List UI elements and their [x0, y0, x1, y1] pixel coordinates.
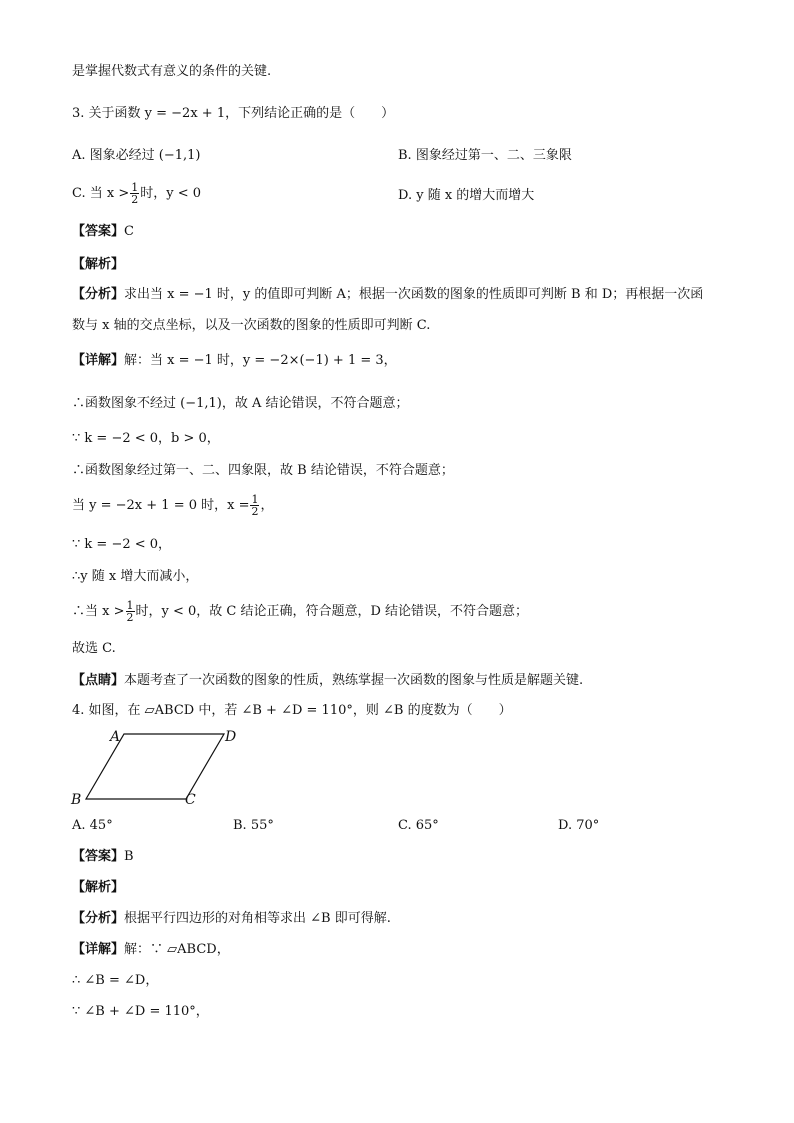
q4-xiangjie-line-2: ∴ ∠B = ∠D，: [72, 973, 159, 988]
q3-option-d: D. y 随 x 的增大而增大: [398, 188, 535, 203]
q3-dianjing: [72, 673, 583, 689]
xiangjie-8-suffix: 时，y < 0，故 C 结论正确，符合题意，D 结论错误，不符合题意；: [135, 604, 529, 619]
q3-xiangjie-line-8: [72, 600, 528, 623]
vertex-label-b: B: [71, 792, 82, 808]
q3-answer: [72, 224, 134, 240]
xiangjie-5-prefix: 当 y = −2x + 1 = 0 时，x =: [72, 498, 250, 513]
analysis-tag: 【解析】: [72, 257, 125, 272]
q3-option-b: B. 图象经过第一、二、三象限: [398, 148, 572, 163]
dianjing-tag: 【点睛】: [72, 673, 125, 688]
xiangjie-5-suffix: ，: [260, 498, 274, 513]
q4-analysis-tag: [72, 880, 124, 896]
q3-xiangjie-line-6: ∵ k = −2 < 0，: [72, 537, 172, 552]
q3-option-c-suffix: 时，y < 0: [140, 186, 202, 201]
fraction-denominator: 2: [251, 505, 259, 518]
q3-xiangjie-line-7: ∴y 随 x 增大而减小，: [72, 569, 199, 584]
parallelogram-figure: [68, 724, 248, 810]
xiangjie-text: 解：∵ ▱ABCD，: [124, 942, 230, 957]
q3-analysis-tag: [72, 257, 124, 273]
answer-tag: 【答案】: [72, 224, 125, 239]
question-4: 4. 如图，在 ▱ABCD 中，若 ∠B + ∠D = 110°，则 ∠B 的度数为（ ）: [72, 703, 512, 718]
question-3: 3. 关于函数 y = −2x + 1，下列结论正确的是（ ）: [72, 106, 395, 121]
text-line: 是掌握代数式有意义的条件的关键.: [72, 64, 272, 79]
q3-xiangjie-line-9: 故选 C.: [72, 641, 116, 656]
xiangjie-tag: 【详解】: [72, 353, 125, 368]
vertex-label-d: D: [225, 729, 237, 745]
q3-xiangjie-line-4: ∴函数图象经过第一、二、四象限，故 B 结论错误，不符合题意；: [72, 463, 454, 478]
xiangjie-tag: 【详解】: [72, 942, 125, 957]
vertex-label-a: A: [110, 729, 121, 745]
q3-option-c: [72, 182, 201, 205]
fraction-denominator: 2: [131, 193, 139, 206]
answer-value: C: [124, 224, 134, 239]
q3-option-c-prefix: C. 当 x >: [72, 186, 130, 201]
q3-xiangjie-line-2: ∴函数图象不经过 (−1,1)，故 A 结论错误，不符合题意；: [72, 396, 409, 411]
q4-option-a: A. 45°: [72, 818, 113, 833]
q3-xiangjie-line-1: [72, 353, 397, 369]
xiangjie-text: 解：当 x = −1 时，y = −2×(−1) + 1 = 3，: [124, 353, 397, 368]
fenxi-text: 求出当 x = −1 时，y 的值即可判断 A；根据一次函数的图象的性质即可判断 B 和 D；再根据一次函: [124, 287, 704, 302]
q3-xiangjie-line-3: ∵ k = −2 < 0，b > 0，: [72, 431, 220, 446]
fraction-half: [126, 600, 135, 623]
q4-option-b: B. 55°: [233, 818, 274, 833]
answer-tag: 【答案】: [72, 849, 125, 864]
q4-option-c: C. 65°: [398, 818, 439, 833]
fenxi-text: 根据平行四边形的对角相等求出 ∠B 即可得解.: [124, 911, 391, 926]
answer-value: B: [124, 849, 134, 864]
q3-fenxi-line-1: [72, 287, 703, 303]
fraction-numerator: 1: [131, 181, 139, 194]
analysis-tag: 【解析】: [72, 880, 125, 895]
q3-fenxi-line-2: 数与 x 轴的交点坐标，以及一次函数的图象的性质即可判断 C.: [72, 318, 431, 333]
parallelogram-shape: [86, 734, 224, 799]
vertex-label-c: C: [185, 792, 196, 808]
fraction-denominator: 2: [126, 611, 134, 624]
fenxi-tag: 【分析】: [72, 287, 125, 302]
dianjing-text: 本题考查了一次函数的图象的性质，熟练掌握一次函数的图象与性质是解题关键.: [124, 673, 584, 688]
q4-answer: [72, 849, 134, 865]
q3-xiangjie-line-5: [72, 494, 274, 517]
q4-xiangjie-line-1: [72, 942, 230, 958]
fraction-numerator: 1: [251, 493, 259, 506]
q4-xiangjie-line-3: ∵ ∠B + ∠D = 110°，: [72, 1004, 209, 1019]
fraction-numerator: 1: [126, 599, 134, 612]
xiangjie-8-prefix: ∴当 x >: [72, 604, 125, 619]
q3-option-a: A. 图象必经过 (−1,1): [72, 148, 201, 163]
fenxi-tag: 【分析】: [72, 911, 125, 926]
fraction-half: [250, 494, 259, 517]
q4-option-d: D. 70°: [558, 818, 600, 833]
q4-fenxi: [72, 911, 391, 927]
fraction-half: [130, 182, 139, 205]
